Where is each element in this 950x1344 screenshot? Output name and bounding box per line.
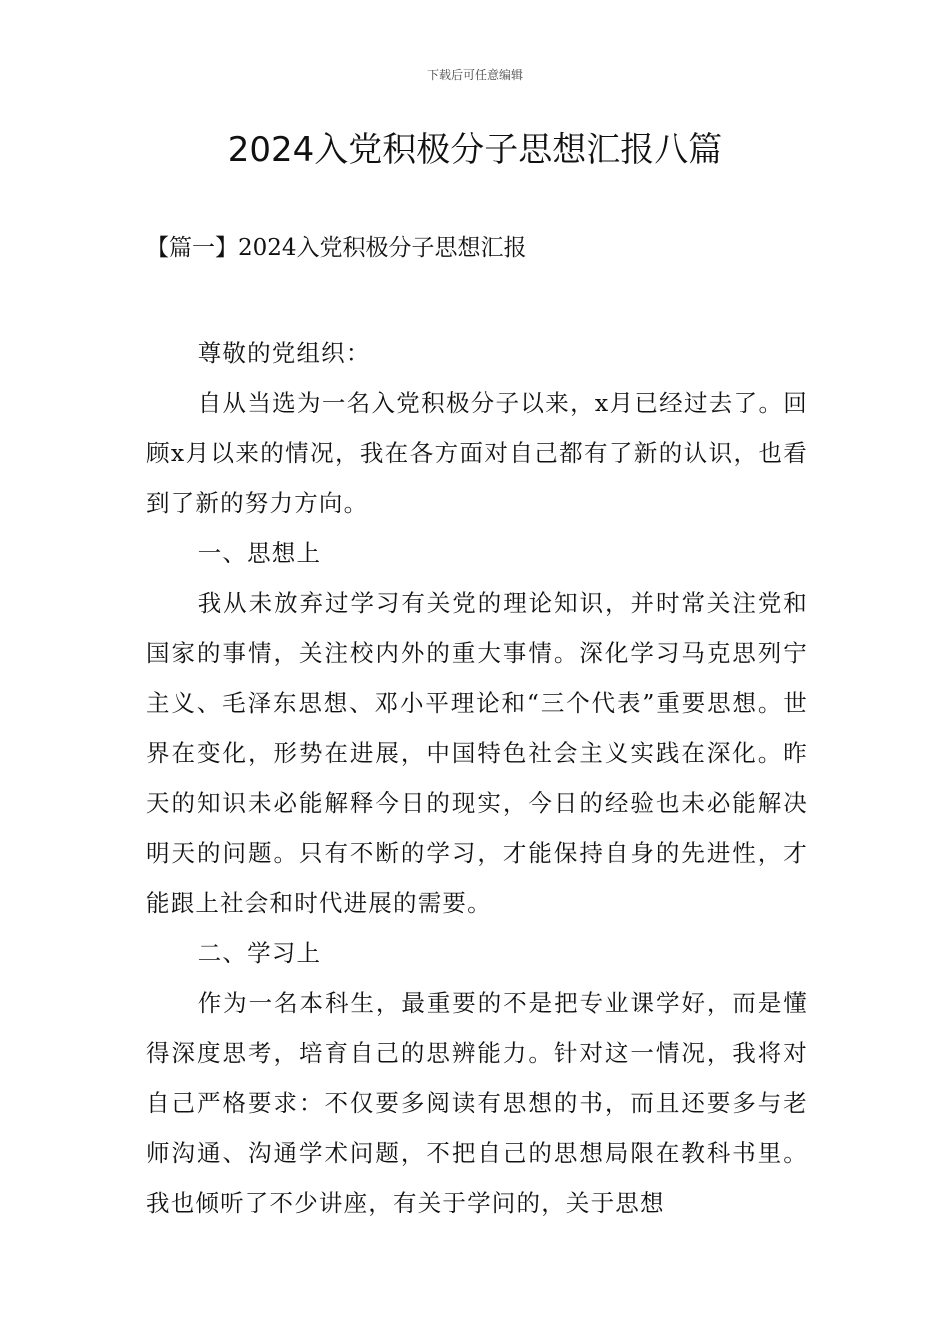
document-title: 2024入党积极分子思想汇报八篇 bbox=[227, 130, 723, 170]
section-heading: 【篇一】2024入党积极分子思想汇报 bbox=[146, 235, 527, 261]
paragraph-intro: 自从当选为一名入党积极分子以来，x月已经过去了。回顾x月以来的情况，我在各方面对自己都有了新的认识，也看到了新的努力方向。 bbox=[146, 389, 808, 517]
subheading-thought: 一、思想上 bbox=[197, 539, 322, 567]
body-text bbox=[146, 328, 808, 1228]
paragraph-thought: 我从未放弃过学习有关党的理论知识，并时常关注党和国家的事情，关注校内外的重大事情。深化学习马克思列宁主义、毛泽东思想、邓小平理论和“三个代表”重要思想。世界在变化，形势在进展，中国特色社会主义实践在深化。昨天的知识未必能解释今日的现实，今日的经验也未必能解决明天的问题。只有不断的学习，才能保持自身的先进性，才能跟上社会和时代进展的需要。 bbox=[146, 589, 808, 917]
subheading-study: 二、学习上 bbox=[197, 939, 322, 967]
header-note: 下载后可任意编辑 bbox=[426, 68, 523, 82]
salutation: 尊敬的党组织： bbox=[197, 339, 371, 367]
paragraph-study: 作为一名本科生，最重要的不是把专业课学好，而是懂得深度思考，培育自己的思辨能力。针对这一情况，我将对自己严格要求：不仅要多阅读有思想的书，而且还要多与老师沟通、沟通学术问题，不把自己的思想局限在教科书里。我也倾听了不少讲座，有关于学问的，关于思想 bbox=[146, 989, 808, 1217]
